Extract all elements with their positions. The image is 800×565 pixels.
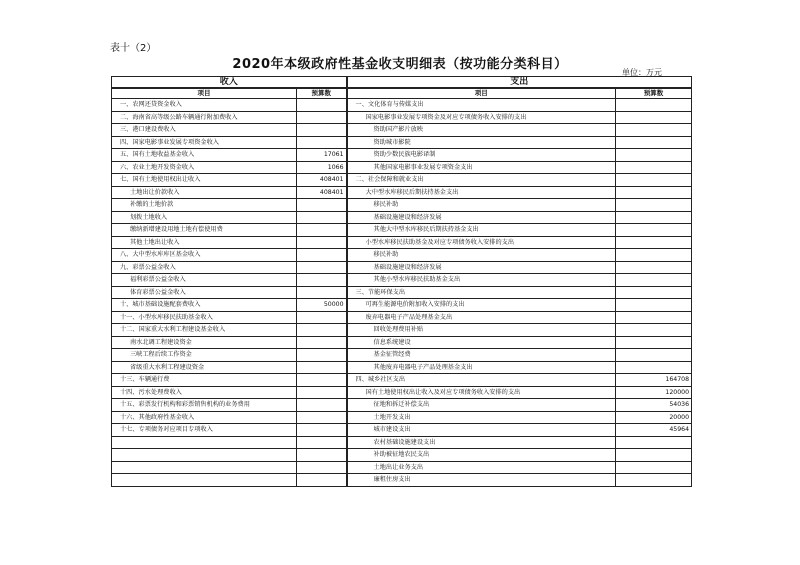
income-budget-cell — [297, 374, 347, 387]
income-budget-cell — [297, 474, 347, 487]
income-item-cell-text: 其他土地出让收入 — [130, 238, 180, 246]
expense-budget-cell — [616, 199, 692, 212]
income-item-cell — [112, 411, 297, 424]
table-row — [112, 99, 692, 112]
income-item-cell-text: 十三、车辆通行费 — [120, 376, 170, 384]
expense-budget-cell — [616, 136, 692, 149]
table-row — [112, 399, 692, 412]
expense-item-cell-text: 信息系统建设 — [373, 338, 411, 346]
expense-budget-cell — [616, 311, 692, 324]
income-item-cell — [112, 124, 297, 137]
table-row — [112, 436, 692, 449]
expense-item-cell — [347, 174, 616, 187]
expense-budget-cell — [616, 261, 692, 274]
expense-item-cell — [347, 99, 616, 112]
expense-item-cell-text: 资助国产影片放映 — [373, 126, 424, 134]
income-item-cell-text: 十六、其他政府性基金收入 — [120, 413, 195, 421]
expense-item-cell-text: 一、文化体育与传媒支出 — [355, 101, 424, 109]
expense-item-cell — [347, 236, 616, 249]
income-budget-cell — [297, 399, 347, 412]
expense-item-cell-text: 土地出让业务支出 — [373, 463, 424, 471]
income-budget-cell — [297, 349, 347, 362]
expense-budget-cell — [616, 336, 692, 349]
expense-item-cell-text: 农村基础设施建设支出 — [373, 438, 436, 446]
expense-item-cell — [347, 424, 616, 437]
expense-item-cell — [347, 336, 616, 349]
income-budget-cell — [297, 274, 347, 287]
expense-budget-cell — [616, 299, 692, 312]
expense-item-cell — [347, 249, 616, 262]
table-row — [112, 249, 692, 262]
income-budget-cell — [297, 211, 347, 224]
expense-item-cell-text: 资助少数民族电影译制 — [373, 151, 436, 159]
expense-item-cell-text: 廉租住房支出 — [373, 476, 411, 484]
table-row — [112, 199, 692, 212]
expense-item-cell-text: 基金征管经费 — [373, 351, 411, 359]
income-item-cell — [112, 236, 297, 249]
table-row — [112, 336, 692, 349]
table-row — [112, 211, 692, 224]
income-item-cell — [112, 424, 297, 437]
expense-budget-cell — [616, 474, 692, 487]
expense-item-cell — [347, 111, 616, 124]
income-item-cell — [112, 324, 297, 337]
expense-item-cell-text: 补助被征地农民支出 — [373, 451, 430, 459]
table-row — [112, 474, 692, 487]
income-item-cell-text: 九、彩票公益金收入 — [120, 263, 176, 271]
expense-item-cell — [347, 386, 616, 399]
income-item-cell — [112, 349, 297, 362]
expense-item-cell — [347, 149, 616, 162]
expense-budget-cell — [616, 99, 692, 112]
column-header-row — [112, 88, 692, 99]
table-row — [112, 224, 692, 237]
expense-item-cell — [347, 224, 616, 237]
income-item-cell — [112, 224, 297, 237]
income-budget-cell — [297, 124, 347, 137]
expense-item-cell-text: 移民补助 — [373, 201, 399, 209]
income-budget-cell — [297, 336, 347, 349]
income-budget-cell — [297, 249, 347, 262]
expense-budget-cell — [616, 249, 692, 262]
expense-budget-cell — [616, 274, 692, 287]
table-row — [112, 261, 692, 274]
band-header-row — [112, 77, 692, 89]
income-budget-cell — [297, 136, 347, 149]
expense-band-header: 支出 — [347, 77, 692, 89]
expense-item-cell-text: 土地开发支出 — [373, 413, 411, 421]
expense-item-cell-text: 其他国家电影事业发展专项资金支出 — [373, 163, 473, 171]
income-budget-cell: 50000 — [297, 299, 347, 312]
expense-item-cell-text: 基础设施建设和经济发展 — [373, 263, 442, 271]
unit-label: 单位：万元 — [622, 68, 662, 77]
income-budget-cell — [297, 199, 347, 212]
expense-budget-cell: 120000 — [616, 386, 692, 399]
expense-budget-cell: 54036 — [616, 399, 692, 412]
income-item-cell-text: 一、农网还贷资金收入 — [120, 101, 182, 109]
income-item-cell — [112, 286, 297, 299]
expense-item-cell-text: 城市建设支出 — [373, 426, 411, 434]
expense-item-cell — [347, 124, 616, 137]
table-row — [112, 374, 692, 387]
expense-item-cell — [347, 186, 616, 199]
income-item-cell-text: 三、港口建设费收入 — [120, 126, 176, 134]
income-budget-cell — [297, 449, 347, 462]
expense-item-cell — [347, 286, 616, 299]
expense-item-cell-text: 二、社会保障和就业支出 — [355, 176, 424, 184]
expense-item-header: 项目 — [347, 88, 616, 99]
page-label: 表十（2） — [110, 43, 157, 54]
income-budget-cell — [297, 111, 347, 124]
expense-budget-cell — [616, 461, 692, 474]
income-item-cell — [112, 386, 297, 399]
expense-budget-cell — [616, 236, 692, 249]
expense-item-cell-text: 资助城市影院 — [373, 138, 411, 146]
expense-budget-cell — [616, 436, 692, 449]
income-item-cell — [112, 99, 297, 112]
expense-budget-cell: 164708 — [616, 374, 692, 387]
expense-budget-cell — [616, 161, 692, 174]
table-row — [112, 174, 692, 187]
expense-item-cell — [347, 436, 616, 449]
table-row — [112, 386, 692, 399]
income-budget-cell — [297, 386, 347, 399]
expense-budget-cell — [616, 349, 692, 362]
table-row — [112, 424, 692, 437]
table-row — [112, 411, 692, 424]
expense-budget-cell — [616, 149, 692, 162]
income-budget-cell: 1066 — [297, 161, 347, 174]
expense-budget-cell — [616, 324, 692, 337]
income-item-cell — [112, 149, 297, 162]
expense-item-cell-text: 征地和拆迁补偿支出 — [373, 401, 430, 409]
expense-item-cell-text: 大中型水库移民后期扶持基金支出 — [365, 188, 459, 196]
income-item-cell-text: 十七、专项债务对应项目专项收入 — [120, 426, 213, 434]
expense-item-cell — [347, 374, 616, 387]
expense-item-cell — [347, 349, 616, 362]
table-body — [112, 99, 692, 487]
expense-budget-cell: 45964 — [616, 424, 692, 437]
expense-item-cell-text: 移民补助 — [373, 251, 399, 259]
expense-item-cell-text: 小型水库移民扶助基金及对应专项债务收入安排的支出 — [365, 238, 515, 246]
table-row — [112, 236, 692, 249]
table-row — [112, 136, 692, 149]
expense-item-cell — [347, 274, 616, 287]
income-item-cell-text: 七、国有土地使用权出让收入 — [120, 176, 201, 184]
expense-budget-cell: 20000 — [616, 411, 692, 424]
expense-budget-cell — [616, 174, 692, 187]
income-item-cell-text: 十四、污水处理费收入 — [120, 388, 182, 396]
expense-item-cell — [347, 261, 616, 274]
expense-item-cell-text: 其他大中型水库移民后期扶持基金支出 — [373, 226, 479, 234]
table-row — [112, 186, 692, 199]
income-budget-header: 预算数 — [297, 88, 347, 99]
income-item-cell — [112, 186, 297, 199]
income-item-cell-text: 十一、小型水库移民扶助基金收入 — [120, 313, 213, 321]
income-item-cell-text: 省级重大水利工程建设资金 — [130, 363, 205, 371]
expense-item-cell — [347, 474, 616, 487]
income-budget-cell — [297, 461, 347, 474]
income-item-cell-text: 八、大中型水库库区基金收入 — [120, 251, 201, 259]
budget-table — [111, 76, 692, 487]
income-budget-cell — [297, 261, 347, 274]
income-item-cell — [112, 311, 297, 324]
expense-item-cell — [347, 324, 616, 337]
expense-budget-cell — [616, 361, 692, 374]
table-row — [112, 274, 692, 287]
table-row — [112, 149, 692, 162]
table-row — [112, 361, 692, 374]
income-item-cell-text: 划拨土地收入 — [130, 213, 168, 221]
expense-budget-cell — [616, 449, 692, 462]
income-item-cell — [112, 461, 297, 474]
expense-item-cell-text: 国有土地使用权出让收入及对应专项债务收入安排的支出 — [365, 388, 521, 396]
expense-item-cell — [347, 199, 616, 212]
income-item-cell — [112, 361, 297, 374]
income-item-cell — [112, 399, 297, 412]
income-item-cell-text: 福利彩票公益金收入 — [130, 276, 186, 284]
income-item-cell — [112, 261, 297, 274]
income-item-header: 项目 — [112, 88, 297, 99]
income-item-cell — [112, 274, 297, 287]
table-row — [112, 324, 692, 337]
income-budget-cell: 408401 — [297, 174, 347, 187]
income-item-cell — [112, 111, 297, 124]
expense-item-cell-text: 基础设施建设和经济发展 — [373, 213, 442, 221]
income-budget-cell — [297, 324, 347, 337]
table-row — [112, 161, 692, 174]
income-item-cell-text: 缴纳新增建设用地土地有偿使用费 — [130, 226, 223, 234]
expense-item-cell — [347, 461, 616, 474]
table-row — [112, 461, 692, 474]
income-item-cell — [112, 336, 297, 349]
expense-item-cell-text: 回收处理费用补贴 — [373, 326, 424, 334]
income-item-cell — [112, 374, 297, 387]
expense-item-cell — [347, 211, 616, 224]
table-row — [112, 286, 692, 299]
income-item-cell — [112, 474, 297, 487]
income-budget-cell — [297, 286, 347, 299]
income-item-cell-text: 南水北调工程建设资金 — [130, 338, 192, 346]
income-item-cell-text: 五、国有土地收益基金收入 — [120, 151, 195, 159]
table-row — [112, 124, 692, 137]
income-budget-cell — [297, 411, 347, 424]
expense-item-cell — [347, 449, 616, 462]
expense-budget-cell — [616, 224, 692, 237]
expense-budget-cell — [616, 211, 692, 224]
income-band-header: 收入 — [112, 77, 347, 89]
expense-budget-cell — [616, 186, 692, 199]
income-item-cell — [112, 161, 297, 174]
income-item-cell-text: 十、城市基础设施配套费收入 — [120, 301, 201, 309]
income-item-cell — [112, 449, 297, 462]
income-budget-cell — [297, 236, 347, 249]
page-title: 2020年本级政府性基金收支明细表（按功能分类科目） — [232, 57, 568, 72]
income-item-cell-text: 体育彩票公益金收入 — [130, 288, 186, 296]
income-budget-cell: 17061 — [297, 149, 347, 162]
income-item-cell — [112, 136, 297, 149]
expense-item-cell-text: 国家电影事业发展专项资金及对应专项债务收入安排的支出 — [365, 113, 527, 121]
expense-budget-cell — [616, 286, 692, 299]
expense-item-cell-text: 废弃电器电子产品处理基金支出 — [365, 313, 453, 321]
expense-item-cell-text: 可再生能源电价附加收入安排的支出 — [365, 301, 465, 309]
expense-item-cell-text: 四、城乡社区支出 — [355, 376, 406, 384]
income-item-cell — [112, 249, 297, 262]
income-item-cell — [112, 174, 297, 187]
income-item-cell-text: 补缴的土地价款 — [130, 201, 174, 209]
income-item-cell-text: 土地出让价款收入 — [130, 188, 180, 196]
expense-item-cell — [347, 299, 616, 312]
income-item-cell-text: 四、国家电影事业发展专项资金收入 — [120, 138, 219, 146]
expense-item-cell-text: 其他小型水库移民扶助基金支出 — [373, 276, 461, 284]
income-budget-cell — [297, 99, 347, 112]
income-item-cell — [112, 211, 297, 224]
table-row — [112, 111, 692, 124]
table-row — [112, 449, 692, 462]
income-budget-cell — [297, 424, 347, 437]
income-budget-cell — [297, 311, 347, 324]
expense-budget-cell — [616, 124, 692, 137]
table-row — [112, 349, 692, 362]
expense-budget-cell — [616, 111, 692, 124]
income-item-cell — [112, 436, 297, 449]
expense-item-cell-text: 三、节能环保支出 — [355, 288, 406, 296]
income-budget-cell — [297, 361, 347, 374]
income-item-cell — [112, 299, 297, 312]
expense-item-cell — [347, 361, 616, 374]
expense-budget-header: 预算数 — [616, 88, 692, 99]
income-budget-cell — [297, 436, 347, 449]
income-item-cell-text: 六、农业土地开发资金收入 — [120, 163, 195, 171]
income-item-cell-text: 二、海南省高等级公路车辆通行附加费收入 — [120, 113, 238, 121]
expense-item-cell — [347, 399, 616, 412]
expense-item-cell — [347, 136, 616, 149]
expense-item-cell-text: 其他废弃电器电子产品处理基金支出 — [373, 363, 473, 371]
income-item-cell — [112, 199, 297, 212]
income-item-cell-text: 十二、国家重大水利工程建设基金收入 — [120, 326, 226, 334]
table-row — [112, 311, 692, 324]
expense-item-cell — [347, 411, 616, 424]
table-row — [112, 299, 692, 312]
income-item-cell-text: 三峡工程后续工作资金 — [130, 351, 192, 359]
income-budget-cell — [297, 224, 347, 237]
income-budget-cell: 408401 — [297, 186, 347, 199]
expense-item-cell — [347, 311, 616, 324]
income-item-cell-text: 十五、彩票发行机构和彩票销售机构的业务费用 — [120, 401, 250, 409]
expense-item-cell — [347, 161, 616, 174]
